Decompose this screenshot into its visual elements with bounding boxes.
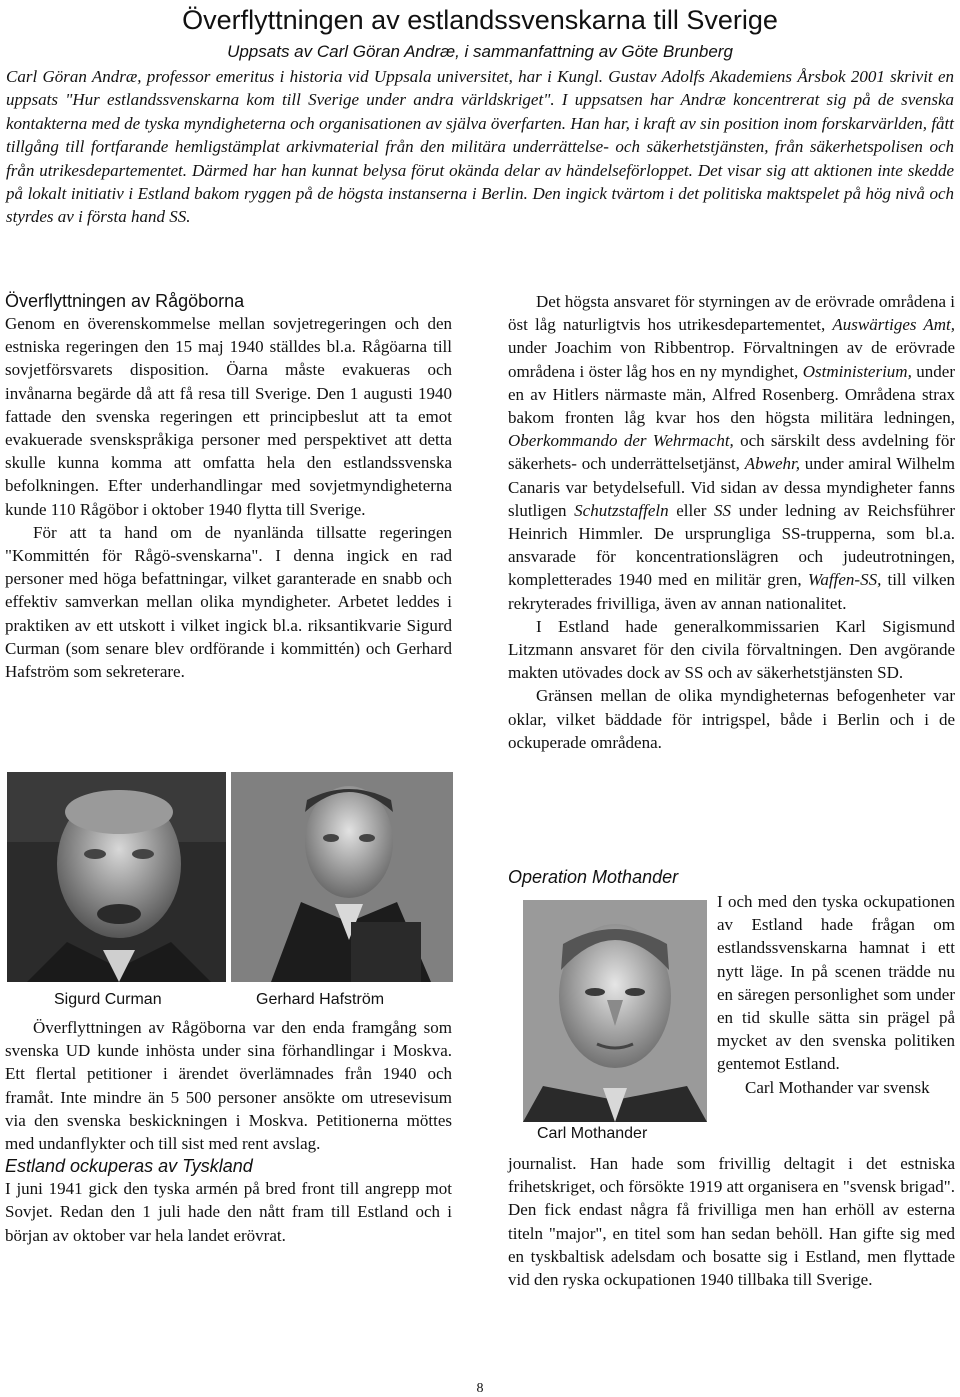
portrait-photo-icon <box>7 772 226 982</box>
left-column-lower <box>5 1016 452 1247</box>
paragraph: För att ta hand om de nyanlända tillsatte regeringen "Kommittén för Rågö-svenskarna". I denna ingick en rad personer med höga befattningar, vilket garanterade en snabb och effektiv samverkan mellan olika myndigheter. Arbetet leddes i praktiken av ett utskott i vilket ingick bl.a. riksantikvarie Sigurd Curman (som senare blev ordförande i kommittén) och Gerhard Hafström som sekreterare. <box>5 522 452 682</box>
emphasis: Abwehr, <box>744 454 800 474</box>
portrait-photo-icon <box>231 772 453 982</box>
intro-text: Carl Göran Andræ, professor emeritus i historia vid Uppsala universitet, har i Kungl. Gustav Adolfs Akademiens Årsbok 2001 skrivit en uppsats "Hur estlandssvenskarna kom till Sverige under andra världskriget". I uppsatsen har Andræ koncentrerat sig på de svenska kontakterna med de tyska myndigheterna och organisationen av själva överfarten. Han har, i kraft av sin position inom forskarvärlden, fått tillgång till fortfarande hemligstämplat arkivmaterial från den militära underrättelse- och säkerhetstjänsten, från säkerhetspolisen och från utrikesdepartementet. Därmed har han kunnat belysa förut okända delar av händelseförloppet. Det visar sig att aktionen inte skedde på lokalt initiativ i Estland bakom ryggen på de högsta instanserna i Berlin. Den ingick tvärtom i det politiska maktspelet på hög nivå och styrdes av i första hand SS. <box>6 67 954 227</box>
photo-caption: Gerhard Hafström <box>256 991 385 1008</box>
text-run: under Joachim von Ribbentrop. Förvaltningen av de erövrade områdena i öster låg hos en ny myndighet, <box>508 338 955 381</box>
text-run: eller <box>668 500 715 520</box>
photo-caption: Carl Mothander <box>537 1125 648 1142</box>
paragraph: journalist. Han hade som frivillig deltagit i det estniska frihetskriget, och försökte 1919 att organisera en "svensk brigad". Den fick endast några få frivilliga men han erhöll av esterna titeln "major", en titel som han sedan behöll. Han gifte sig med en tyskbaltisk adelsdam och bosatte sig i Estland, men flyttade vid den ryska ockupationen 1940 tillbaka till Sverige. <box>508 1154 955 1290</box>
paragraph: Carl Mothander var svensk <box>745 1077 930 1097</box>
photo-sigurd-curman <box>7 772 226 982</box>
emphasis: Ostministerium, <box>802 361 912 381</box>
emphasis: Waffen-SS, <box>807 570 882 590</box>
emphasis: SS <box>714 500 732 520</box>
text-run: under en av Hitlers närmaste män, Alfred Rosenberg. Områdena strax bakom fronten låg kvar hos den högsta militära ledningen, <box>508 361 955 428</box>
section-heading-operation-mothander: Operation Mothander <box>508 867 679 887</box>
photo-carl-mothander <box>523 900 707 1122</box>
emphasis: Auswärtiges Amt, <box>832 315 956 335</box>
portrait-photo-icon <box>523 900 707 1122</box>
page-title: Överflyttningen av estlandssvenskarna till Sverige <box>182 5 778 35</box>
emphasis: Oberkommando der Wehrmacht, <box>508 431 734 451</box>
photo-gerhard-hafstrom <box>231 772 453 982</box>
right-column-upper <box>508 290 955 754</box>
intro-paragraph <box>6 65 954 229</box>
photo-caption: Sigurd Curman <box>54 991 162 1008</box>
text-run: och särskilt dess avdelning för säkerhets- och underrättelsetjänst, <box>508 431 955 474</box>
paragraph: I Estland hade generalkommissarien Karl Sigismund Litzmann ansvaret för den civila förvaltningen. Den avgörande makten utövades dock av SS och av säkerhetstjänsten SD. <box>508 616 955 683</box>
paragraph: Gränsen mellan de olika myndigheternas befogenheter var oklar, vilket bäddade för intrigspel, både i Berlin och i de ockuperade områdena. <box>508 686 955 752</box>
text-run: Det högsta ansvaret för styrningen av de erövrade områdena i öst låg naturligtvis hos utrikesdepartementet, <box>508 292 955 335</box>
paragraph: I juni 1941 gick den tyska armén på bred front till angrepp mot Sovjet. Redan den 1 juli hade den nått fram till Estland och i början av oktober var hela landet erövrat. <box>5 1179 452 1245</box>
text-run: till vilken rekryterades frivilliga, även av annan nationalitet. <box>508 570 955 613</box>
paragraph <box>508 290 955 615</box>
page-subtitle: Uppsats av Carl Göran Andræ, i sammanfattning av Göte Brunberg <box>227 42 733 61</box>
right-column-wrap-text <box>717 890 955 1099</box>
right-column-heading-block <box>508 866 955 888</box>
emphasis: Schutzstaffeln <box>574 500 669 520</box>
paragraph: Genom en överenskommelse mellan sovjetregeringen och den estniska regeringen den 15 maj 1940 ställdes bl.a. Rågöarna till sovjetförsvarets disposition. Öarna måste evakueras och invånarna begärde då att få resa till Sverige. Den 1 augusti 1940 fattade den svenska regeringen ett principbeslut att ta emot evakuerade svenskspråkiga personer med perspektivet att detta skulle kunna komma att omfatta hela den estlandssvenska befolkningen. Efter underhandlingar med sovjetmyndigheterna kunde 110 Rågöbor i oktober 1940 flytta till Sverige. <box>5 314 452 519</box>
section-heading-estland-ockuperas: Estland ockuperas av Tyskland <box>5 1156 253 1177</box>
right-column-lower <box>508 1152 955 1291</box>
paragraph: I och med den tyska ockupationen av Estland hade frågan om estlandssvenskarna hamnat i ett nytt läge. In på scenen trädde nu en säregen personlighet som under en tid skulle sätta sin prägel på mycket av den svenska politiken gentemot Estland. <box>717 892 955 1074</box>
paragraph: Överflyttningen av Rågöborna var den enda framgång som svenska UD kunde inhösta under sina förhandlingar i Moskva. Ett flertal petitioner i ärendet överlämnades från 1940 och framåt. Inte mindre än 5 500 personer ansökte om utresevisum via den svenska beskickningen i Moskva. Petitionerna möttes med undanflykter och till sist med rent avslag. <box>5 1018 452 1154</box>
page-number: 8 <box>476 1381 484 1396</box>
left-column-upper <box>5 290 452 683</box>
text-run: under ledning av Reichsführer Heinrich Himmler. De ursprungliga SS-trupperna, som bl.a. ansvarade för koncentrationslägren och judeutrotningen, kompletterades 1940 med en militär gren, <box>508 500 956 590</box>
text-run: under amiral Wilhelm Canaris var betydelsefull. Vid sidan av dessa myndigheter fanns slutligen <box>508 454 956 520</box>
section-heading-ragoborna: Överflyttningen av Rågöborna <box>5 291 245 311</box>
